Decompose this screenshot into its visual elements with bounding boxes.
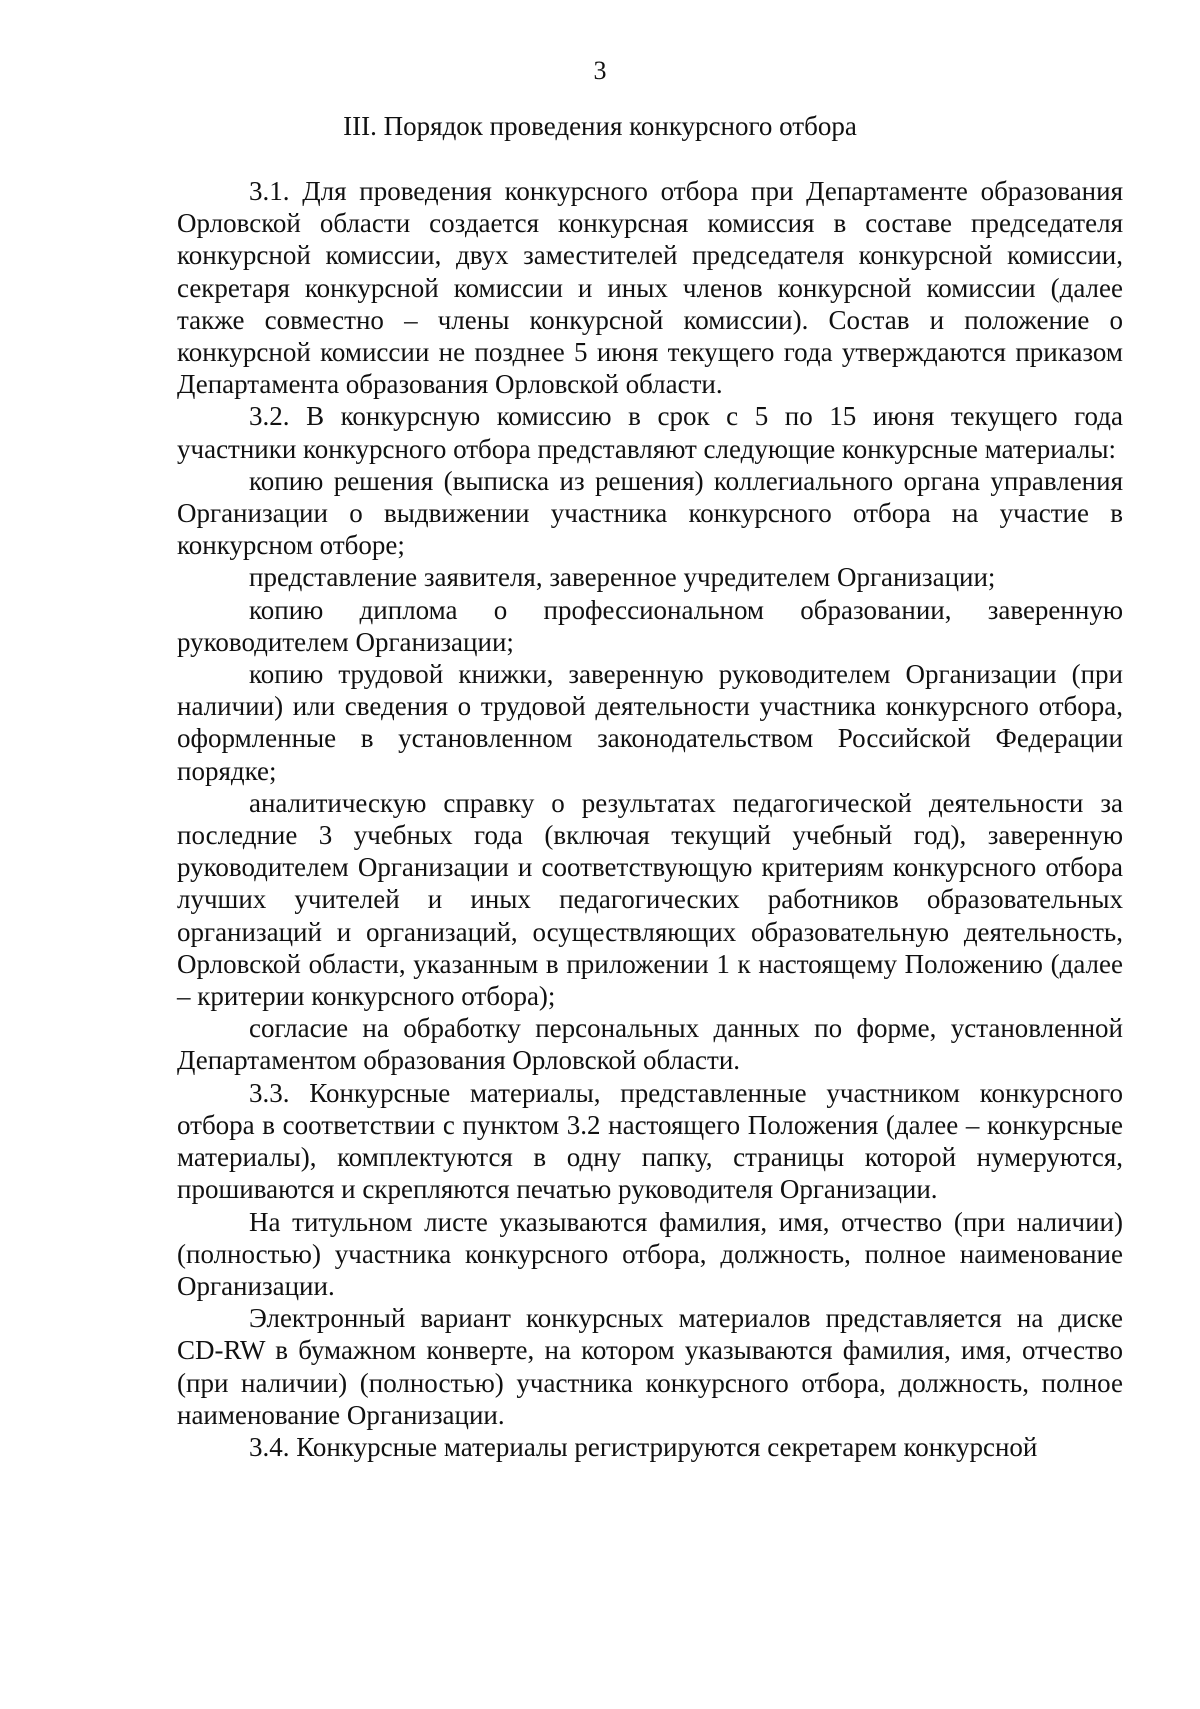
list-item-employment-record: копию трудовой книжки, заверенную руководителем Организации (при наличии) или сведения о трудовой деятельности участника конкурсного отбора, оформленные в установленном законодательством Российской Федерации порядке; xyxy=(177,659,1123,786)
paragraph-title-page: На титульном листе указываются фамилия, имя, отчество (при наличии) (полностью) участника конкурсного отбора, должность, полное наименование Организации. xyxy=(177,1206,1123,1301)
list-item-decision-copy: копию решения (выписка из решения) коллегиального органа управления Организации о выдвижении участника конкурсного отбора на участие в конкурсном отборе; xyxy=(177,465,1123,561)
page-number: 3 xyxy=(593,56,607,85)
paragraph-electronic-version: Электронный вариант конкурсных материалов представляется на диске CD-RW в бумажном конверте, на котором указываются фамилия, имя, отчество (при наличии) (полностью) участника конкурсного отбора, должность, полное наименование Организации. xyxy=(177,1303,1123,1430)
section-title: III. Порядок проведения конкурсного отбора xyxy=(343,111,857,141)
list-item-applicant-submission: представление заявителя, заверенное учредителем Организации; xyxy=(249,562,996,593)
list-item-data-consent: согласие на обработку персональных данных по форме, установленной Департаментом образования Орловской области. xyxy=(177,1013,1123,1076)
list-item-diploma-copy: копию диплома о профессиональном образовании, заверенную руководителем Организации; xyxy=(177,594,1123,657)
list-item-analytical-report: аналитическую справку о результатах педагогической деятельности за последние 3 учебных года (включая текущий учебный год), заверенную руководителем Организации и соответствующую критериям конкурсного отбора лучших учителей и иных педагогических работников образовательных организаций и организаций, осуществляющих образовательную деятельность, Орловской области, указанным в приложении 1 к настоящему Положению (далее – критерии конкурсного отбора); xyxy=(177,787,1123,1012)
paragraph-3-2: 3.2. В конкурсную комиссию в срок с 5 по 15 июня текущего года участники конкурсного отбора представляют следующие конкурсные материалы: xyxy=(177,401,1123,464)
paragraph-3-1: 3.1. Для проведения конкурсного отбора при Департаменте образования Орловской области создается конкурсная комиссия в составе председателя конкурсной комиссии, двух заместителей председателя конкурсной комиссии, секретаря конкурсной комиссии и иных членов конкурсной комиссии (далее также совместно – члены конкурсной комиссии). Состав и положение о конкурсной комиссии не позднее 5 июня текущего года утверждаются приказом Департамента образования Орловской области. xyxy=(177,176,1123,400)
document-body xyxy=(177,175,1123,1463)
paragraph-3-3: 3.3. Конкурсные материалы, представленные участником конкурсного отбора в соответствии с пунктом 3.2 настоящего Положения (далее – конкурсные материалы), комплектуются в одну папку, страницы которой нумеруются, прошиваются и скрепляются печатью руководителя Организации. xyxy=(177,1077,1123,1205)
paragraph-3-4: 3.4. Конкурсные материалы регистрируются секретарем конкурсной xyxy=(249,1431,1038,1462)
